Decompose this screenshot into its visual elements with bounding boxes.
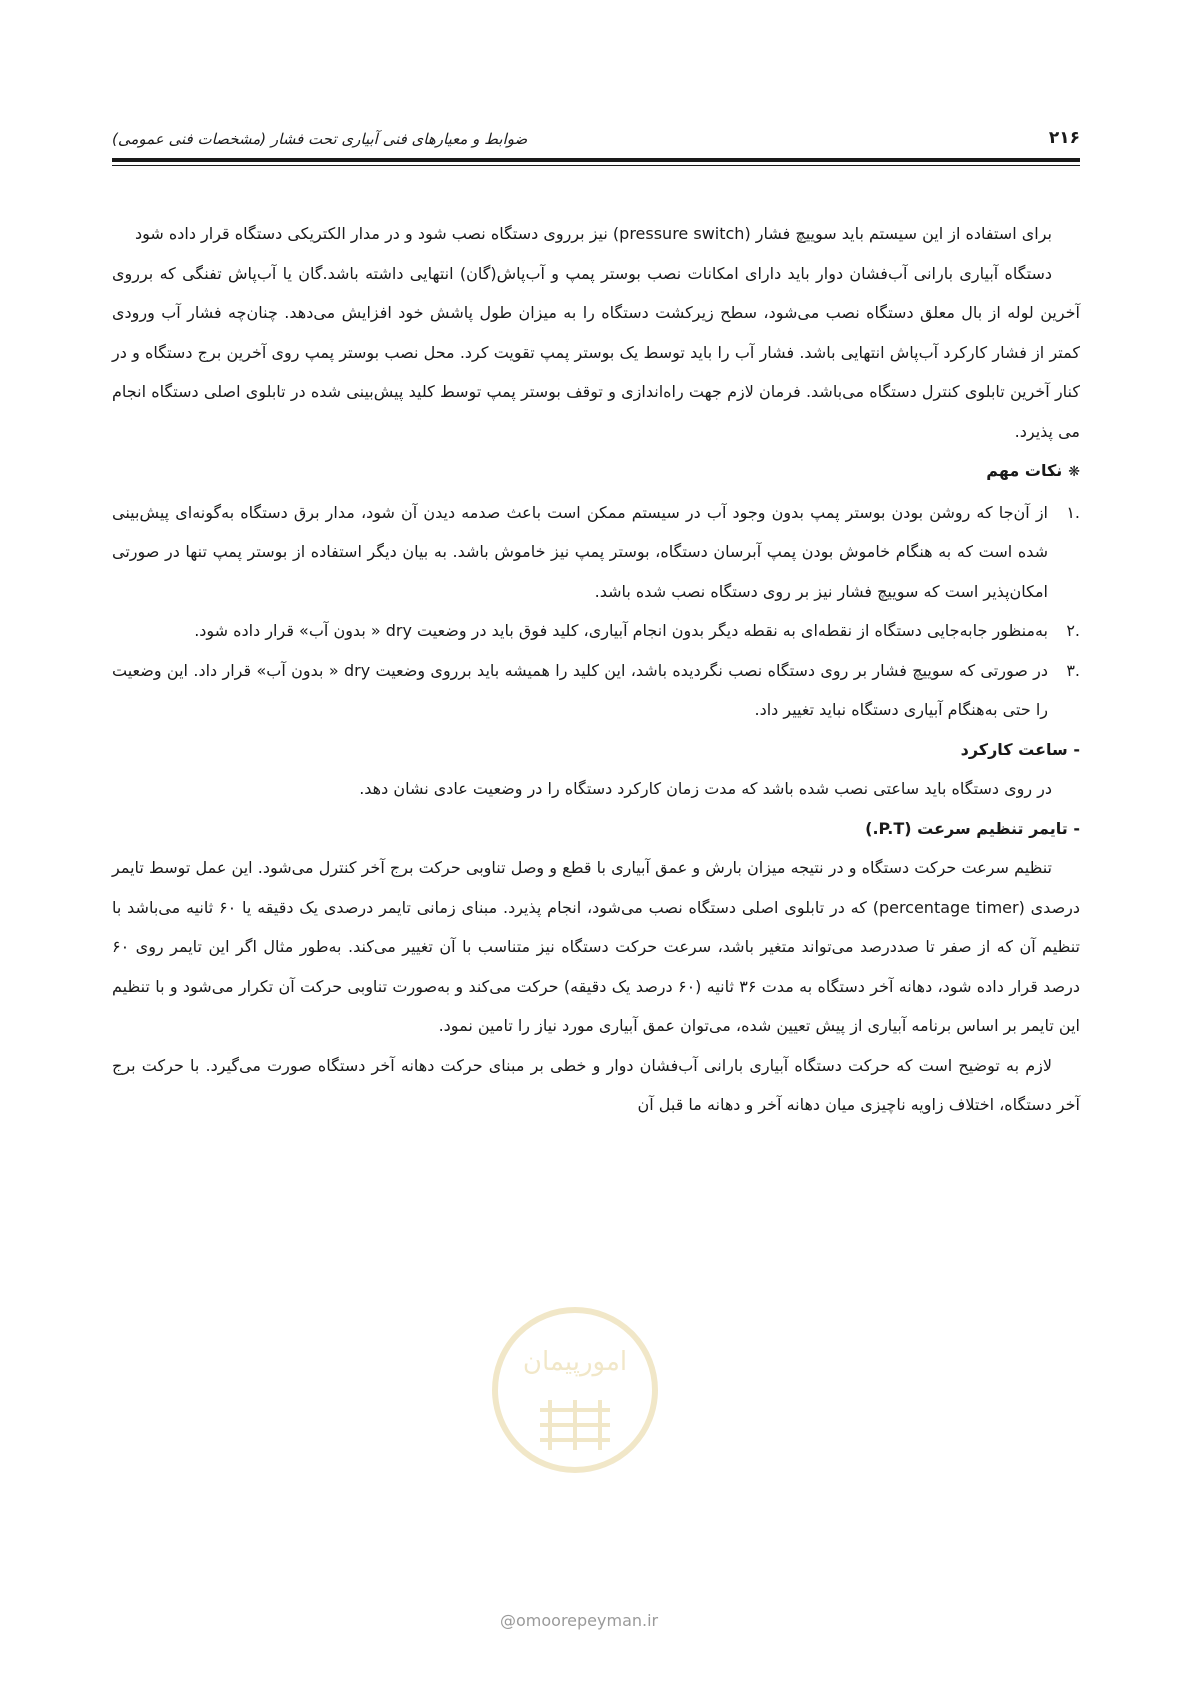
page-header — [112, 128, 1080, 162]
paragraph-end-gun: دستگاه آبیاری بارانی آب‌فشان دوار باید دارای امکانات نصب بوستر پمپ و آب‌پاش(گان) انتهایی داشته باشد.گان یا آب‌پاش تفنگی که برروی آخرین لوله از بال معلق دستگاه نصب می‌شود، سطح زیرکشت دستگاه را به میزان طول پاشش خود افزایش می‌دهد. چنان‌چه فشار آب ورودی کمتر از فشار کارکرد آب‌پاش انتهایی باشد. فشار آب را باید توسط یک بوستر پمپ تقویت کرد. محل نصب بوستر پمپ روی آخرین برج دستگاه و در کنار آخرین تابلوی کنترل دستگاه می‌باشد. فرمان لازم جهت راه‌اندازی و توقف بوستر پمپ توسط کلید پیش‌بینی شده در تابلوی اصلی دستگاه انجام می پذیرد. — [112, 263, 1080, 441]
running-title: ضوابط و معیارهای فنی آبیاری تحت فشار (مشخصات فنی عمومی) — [112, 130, 528, 148]
heading-speed-timer: - تایمر تنظیم سرعت (P.T.) — [865, 818, 1080, 838]
paragraph-pressure-switch: برای استفاده از این سیستم باید سوییچ فشار (pressure switch) نیز برروی دستگاه نصب شود و در مدار الکتریکی دستگاه قرار داده شود — [135, 224, 1052, 243]
paragraph-working-hours: در روی دستگاه باید ساعتی نصب شده باشد که مدت زمان کارکرد دستگاه را در وضعیت عادی نشان دهد. — [359, 779, 1052, 798]
notes-heading: ❋نکات مهم — [986, 461, 1080, 480]
list-item: .۳ در صورتی که سوییچ فشار بر روی دستگاه نصب نگردیده باشد، این کلید را همیشه باید برروی وضعیت dry « بدون آب» قرار داد. این وضعیت را حتی به‌هنگام آبیاری دستگاه نباید تغییر داد. — [112, 660, 1080, 719]
paragraph-speed-timer: تنظیم سرعت حرکت دستگاه و در نتیجه میزان بارش و عمق آبیاری با قطع و وصل تناوبی حرکت برج آخر کنترل می‌شود. این عمل توسط تایمر درصدی (percentage timer) که در تابلوی اصلی دستگاه نصب می‌شود، انجام پذیرد. مبنای زمانی تایمر درصدی یک دقیقه یا ۶۰ ثانیه می‌باشد با تنظیم آن که از صفر تا صددرصد می‌تواند متغیر باشد، سرعت حرکت دستگاه نیز متناسب با آن تغییر می‌کند. به‌طور مثال اگر این تایمر روی ۶۰ درصد قرار داده شود، دهانه آخر دستگاه به مدت ۳۶ ثانیه (۶۰ درصد یک دقیقه) حرکت می‌کند و به‌صورت تناوبی حرکت آن تکرار می‌شود و با تنظیم این تایمر بر اساس برنامه آبیاری از پیش تعیین شده، می‌توان عمق آبیاری مورد نیاز را تامین نمود. — [112, 858, 1081, 1035]
watermark-url: @omoorepeyman.ir — [500, 1611, 659, 1630]
header-rule — [112, 158, 1080, 162]
svg-text:امورپیمان: امورپیمان — [522, 1347, 628, 1377]
list-item: .۱ از آن‌جا که روشن بودن بوستر پمپ بدون وجود آب در سیستم ممکن است باعث صدمه دیدن آن شود، مدار برق دستگاه به‌گونه‌ای پیش‌بینی شده است که به هنگام خاموش بودن پمپ آبرسان دستگاه، بوستر پمپ نیز خاموش باشد. به بیان دیگر استفاده از بوستر پمپ تنها در صورتی امکان‌پذیر است که سوییچ فشار نیز بر روی دستگاه نصب شده باشد. — [112, 502, 1080, 601]
list-item: .۲ به‌منظور جابه‌جایی دستگاه از نقطه‌ای به نقطه دیگر بدون انجام آبیاری، کلید فوق باید در وضعیت dry « بدون آب» قرار داده شود. — [194, 621, 1080, 640]
notes-list — [112, 493, 1080, 730]
heading-working-hours: - ساعت کارکرد — [960, 739, 1080, 759]
page-number: ۲۱۶ — [1048, 128, 1080, 148]
asterisk-icon: ❋ — [1068, 464, 1080, 480]
header-rule-thin — [112, 165, 1080, 166]
watermark-logo — [480, 1300, 670, 1480]
paragraph-movement: لازم به توضیح است که حرکت دستگاه آبیاری بارانی آب‌فشان دوار و خطی بر مبنای حرکت دهانه آخر دستگاه صورت می‌گیرد. با حرکت برج آخر دستگاه، اختلاف زاویه ناچیزی میان دهانه آخر و دهانه ما قبل آن — [112, 1055, 1080, 1114]
page-body — [112, 214, 1080, 1125]
